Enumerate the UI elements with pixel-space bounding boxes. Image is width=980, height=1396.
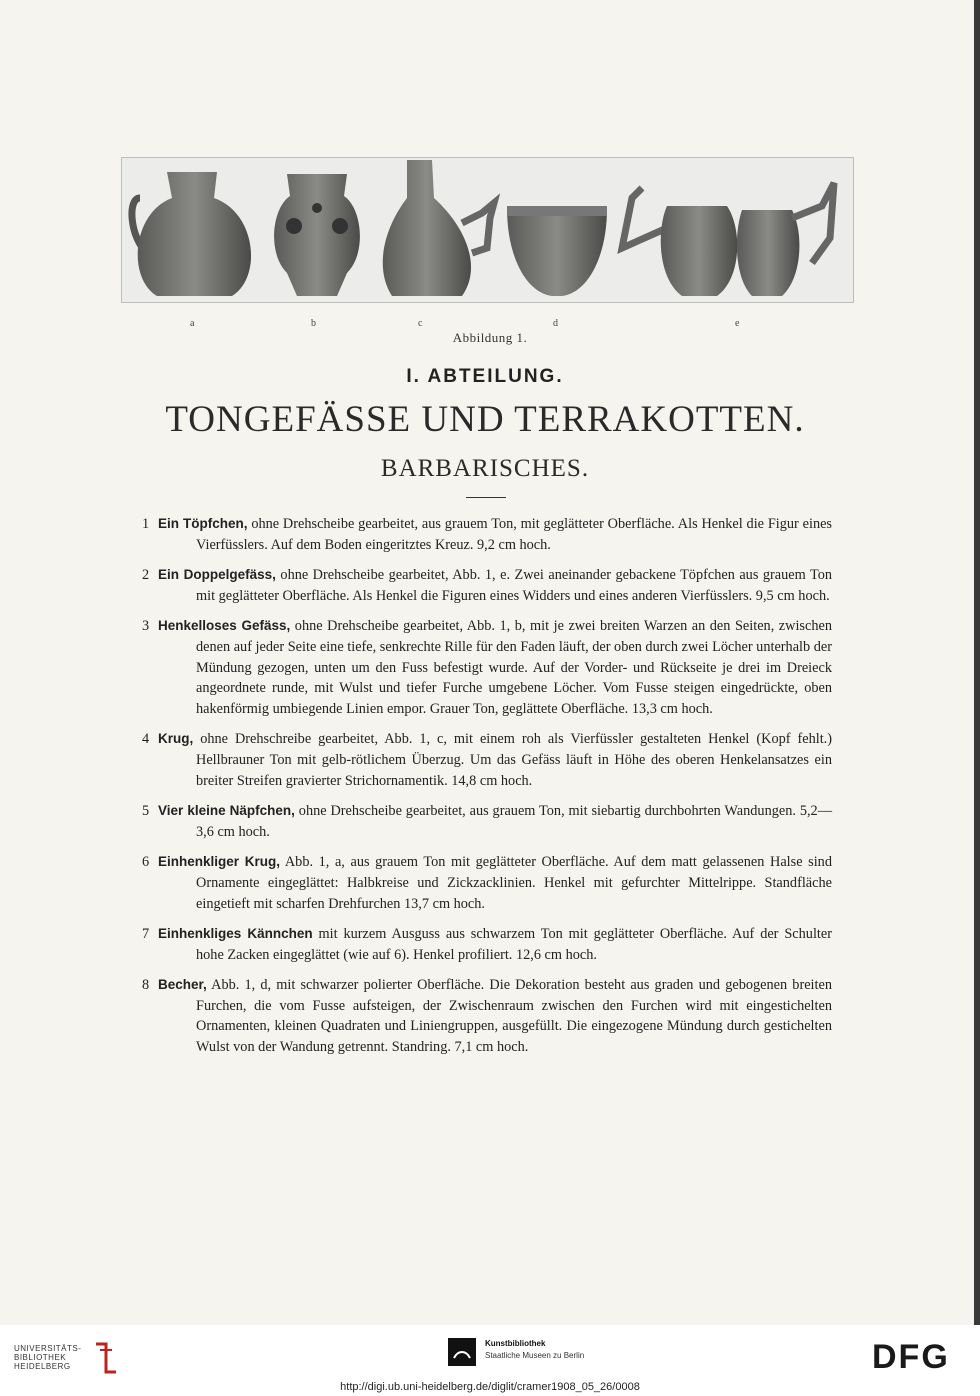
catalogue-entry — [136, 801, 832, 842]
figure-photograph — [121, 157, 854, 303]
entry-text: ohne Drehschreibe gearbeitet, Abb. 1, c, mit einem roh als Vierfüssler gestalteten Henkel (Kopf fehlt.) Hellbrauner Ton mit gelb-rötlichem Überzug. Um das Gefäss läuft in Höhe des oberen Henkelansatzes ein breiter Streifen gravierter Strichornamentik. 14,8 cm hoch. — [193, 731, 832, 789]
figure-letter-c: c — [418, 318, 423, 329]
permalink-url[interactable]: http://digi.ub.uni-heidelberg.de/diglit/cramer1908_05_26/0008 — [340, 1381, 640, 1393]
catalogue-entry — [136, 729, 832, 791]
entry-number: 6 — [142, 854, 150, 871]
heidelberg-logo[interactable] — [14, 1344, 81, 1371]
catalogue-entry — [136, 975, 832, 1057]
entry-number: 4 — [142, 731, 150, 748]
catalogue-entries — [136, 514, 832, 1068]
entry-name: Krug, — [158, 731, 194, 747]
entry-name: Ein Töpfchen, — [158, 516, 248, 531]
catalogue-entry — [136, 852, 832, 914]
catalogue-entry — [136, 514, 832, 555]
page-edge — [974, 0, 980, 1325]
entry-name: Vier kleine Näpfchen, — [158, 803, 295, 819]
kunstbibliothek-name[interactable]: Kunstbibliothek — [485, 1339, 546, 1348]
entry-name: Einhenkliges Kännchen — [158, 926, 313, 942]
sub-title: BARBARISCHES. — [380, 455, 590, 482]
figure-letter-d: d — [553, 318, 558, 329]
vessel-c — [383, 160, 494, 296]
hd-line: BIBLIOTHEK — [14, 1353, 67, 1362]
hd-line: UNIVERSITÄTS- — [14, 1344, 82, 1353]
entry-name: Einhenkliger Krug, — [158, 854, 281, 870]
entry-text: ohne Drehscheibe gearbeitet, aus grauem Ton, mit geglätteter Oberfläche. Als Henkel die Figur eines Vierfüsslers. Auf dem Boden eingeritztes Kreuz. 9,2 cm hoch. — [196, 516, 833, 553]
vessel-a — [132, 172, 251, 296]
entry-number: 3 — [142, 618, 150, 635]
entry-number: 8 — [142, 977, 150, 994]
catalogue-entry — [136, 616, 832, 719]
figure-letter-e: e — [735, 318, 740, 329]
vessel-d — [507, 206, 607, 296]
vessels-illustration — [122, 158, 853, 302]
vessel-b — [274, 174, 360, 296]
entry-text: ohne Drehscheibe gearbeitet, Abb. 1, e. Zwei aneinander gebackene Töpfchen aus grauem Ton mit geglätteter Oberfläche. Als Henkel die Figuren eines Widders und eines anderen Vierfüsslers. 9,5 cm hoch. — [196, 567, 832, 604]
entry-name: Becher, — [158, 977, 207, 993]
entry-number: 1 — [142, 516, 150, 532]
entry-text: Abb. 1, a, aus grauem Ton mit geglätteter Oberfläche. Auf dem matt gelassenen Halse sind Ornamente eingeglättet: Halbkreise und Zickzacklinien. Henkel mit gefurchter Mittelrippe. Standfläche eingetieft mit scharfen Drehfurchen 13,7 cm hoch. — [196, 854, 832, 912]
dfg-logo[interactable]: DFG — [872, 1338, 950, 1376]
entry-number: 2 — [142, 567, 150, 584]
hd-line: HEIDELBERG — [14, 1362, 71, 1371]
entry-text: ohne Drehscheibe gearbeitet, aus grauem Ton, mit siebartig durchbohrten Wandungen. 5,2—3,6 cm hoch. — [196, 803, 832, 840]
page-title: TONGEFÄSSE UND TERRAKOTTEN. — [165, 399, 805, 440]
vessel-e — [622, 183, 834, 296]
entry-number: 5 — [142, 803, 150, 820]
kunstbibliothek-icon — [448, 1338, 476, 1366]
catalogue-entry — [136, 924, 832, 965]
divider — [466, 497, 506, 498]
catalogue-entry — [136, 565, 832, 606]
entry-number: 7 — [142, 926, 150, 943]
entry-name: Ein Doppelgefäss, — [158, 567, 276, 583]
heidelberg-emblem-icon — [92, 1340, 120, 1376]
figure-letter-a: a — [190, 318, 195, 329]
figure-letter-b: b — [311, 318, 316, 329]
section-heading: I. ABTEILUNG. — [406, 366, 564, 387]
figure-caption: Abbildung 1. — [452, 330, 528, 345]
entry-text: mit kurzem Ausguss aus schwarzem Ton mit geglätteter Oberfläche. Auf der Schulter hohe Zacken eingeglättet (wie auf 6). Henkel profiliert. 12,6 cm hoch. — [196, 926, 832, 963]
entry-name: Henkelloses Gefäss, — [158, 618, 291, 634]
kunstbibliothek-subtitle: Staatliche Museen zu Berlin — [485, 1351, 585, 1360]
entry-text: Abb. 1, d, mit schwarzer polierter Oberfläche. Die Dekoration besteht aus graden und gebogenen breiten Furchen, die vom Fusse aufsteigen, der Zwischenraum zwischen den Furchen wird mit eingestichelten Ornamenten, kleinen Quadraten und Liniengruppen, ausgefüllt. Die eingezogene Mündung durch gestichelten Wulst von der Wandung getrennt. Standring. 7,1 cm hoch. — [196, 977, 832, 1056]
entry-text: ohne Drehscheibe gearbeitet, Abb. 1, b, mit je zwei breiten Warzen an den Seiten, zwischen denen auf jeder Seite eine tiefe, senkrechte Rille für den Faden läuft, der oben durch zwei Löcher unterhalb der Mündung gezogen, unten um den Fuss befestigt wurde. Auf der Vorder- und Rückseite je drei im Dreieck angeordnete runde, mit Wulst und tiefer Furche umgebene Löcher. Vom Fusse steigen eingedrückte, oben hakenförmig umbiegende Linien empor. Grauer Ton, geglättete Oberfläche. 13,3 cm hoch. — [196, 618, 832, 717]
